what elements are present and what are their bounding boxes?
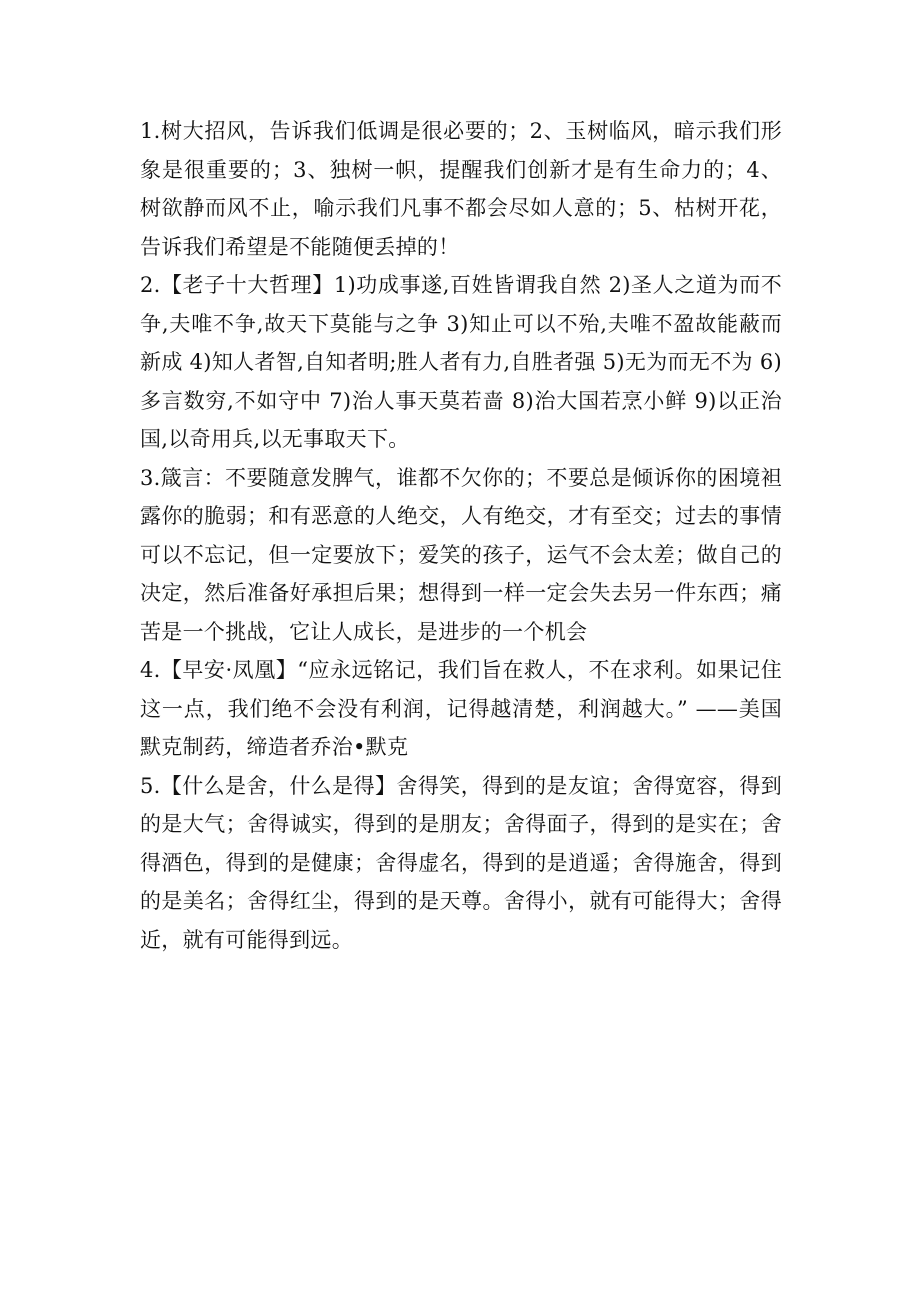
paragraph-3: 3.箴言：不要随意发脾气，谁都不欠你的；不要总是倾诉你的困境袒露你的脆弱；和有恶意的人绝交，人有绝交，才有至交；过去的事情可以不忘记，但一定要放下；爱笑的孩子，运气不会太差；做自己的决定，然后准备好承担后果；想得到一样一定会失去另一件东西；痛苦是一个挑战，它让人成长，是进步的一个机会: [140, 465, 782, 644]
paragraph-1: 1.树大招风，告诉我们低调是很必要的；2、玉树临风，暗示我们形象是很重要的；3、独树一帜，提醒我们创新才是有生命力的；4、树欲静而风不止，喻示我们凡事不都会尽如人意的；5、枯树开花，告诉我们希望是不能随便丢掉的！: [140, 119, 782, 259]
paragraph-4: 4.【早安·凤凰】“应永远铭记，我们旨在救人，不在求利。如果记住这一点，我们绝不会没有利润，记得越清楚，利润越大。” ——美国默克制药，缔造者乔治•默克: [140, 658, 782, 759]
paragraph-5: 5.【什么是舍，什么是得】舍得笑，得到的是友谊；舍得宽容，得到的是大气；舍得诚实，得到的是朋友；舍得面子，得到的是实在；舍得酒色，得到的是健康；舍得虚名，得到的是逍遥；舍得施舍，得到的是美名；舍得红尘，得到的是天尊。舍得小，就有可能得大；舍得近，就有可能得到远。: [140, 773, 782, 952]
paragraph-2: 2.【老子十大哲理】1)功成事遂,百姓皆谓我自然 2)圣人之道为而不争,夫唯不争,故天下莫能与之争 3)知止可以不殆,夫唯不盈故能蔽而新成 4)知人者智,自知者明;胜人者有力,自胜者强 5)无为而无不为 6)多言数穷,不如守中 7)治人事天莫若啬 8)治大国若烹小鲜 9)以正治国,以奇用兵,以无事取天下。: [140, 273, 782, 451]
document-body: [140, 112, 782, 959]
